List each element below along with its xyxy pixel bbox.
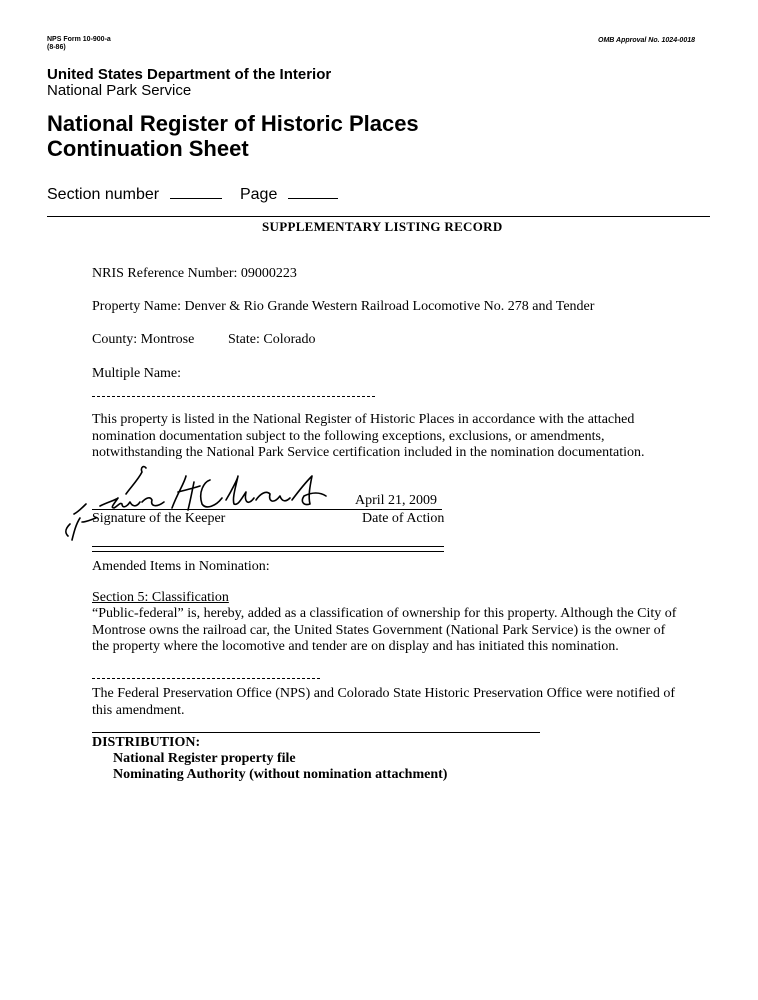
signature-line [92, 509, 442, 510]
distribution-divider [92, 732, 540, 733]
nris-reference: NRIS Reference Number: 09000223 [92, 266, 297, 281]
action-date: April 21, 2009 [355, 493, 438, 508]
header-divider [47, 216, 710, 217]
classification-amendment: “Public-federal” is, hereby, added as a classification of ownership for this property. Although the City of Montrose owns the railroad car, the United States Government (National Park Service) is the owner of the property where the locomotive and tender are on display and has initiated this nomination. [92, 606, 677, 654]
record-heading: SUPPLEMENTARY LISTING RECORD [262, 219, 503, 234]
notification-text: The Federal Preservation Office (NPS) and Colorado State Historic Preservation Office were notified of this amendment. [92, 686, 676, 718]
dashed-divider [92, 678, 320, 679]
keeper-signature [60, 462, 350, 548]
agency-name: National Park Service [47, 82, 192, 99]
multiple-name: Multiple Name: [92, 366, 182, 381]
form-number [47, 36, 111, 52]
distribution-item: Nominating Authority (without nomination attachment) [113, 767, 448, 782]
section-number-label: Section number [47, 186, 160, 203]
distribution-item: National Register property file [113, 751, 296, 766]
distribution-heading: DISTRIBUTION: [92, 735, 201, 750]
form-number-line2: (8-86) [47, 44, 66, 51]
county: County: Montrose [92, 332, 195, 347]
page-number-blank [288, 198, 338, 199]
form-number-line1: NPS Form 10-900-a [47, 36, 111, 43]
page-label: Page [239, 186, 278, 203]
page-title: National Register of Historic Places [47, 111, 419, 136]
signature-label: Signature of the Keeper [92, 511, 226, 526]
omb-approval: OMB Approval No. 1024-0018 [598, 37, 695, 44]
section-number-blank [170, 198, 222, 199]
date-label: Date of Action [362, 511, 445, 526]
page-subtitle: Continuation Sheet [47, 136, 249, 161]
dashed-divider [92, 396, 375, 397]
amended-items-heading: Amended Items in Nomination: [92, 559, 270, 574]
section-page-row [47, 186, 338, 204]
listing-statement: This property is listed in the National Register of Historic Places in accordance with the attached nomination documentation subject to the following exceptions, exclusions, or amendments, notwithstanding the National Park Service certification included in the nomination documentation. [92, 412, 645, 460]
section-heading: Section 5: Classification [92, 590, 229, 605]
state: State: Colorado [228, 332, 316, 347]
department-name: United States Department of the Interior [47, 66, 332, 83]
double-divider [92, 546, 444, 552]
property-name: Property Name: Denver & Rio Grande Western Railroad Locomotive No. 278 and Tender [92, 299, 595, 314]
